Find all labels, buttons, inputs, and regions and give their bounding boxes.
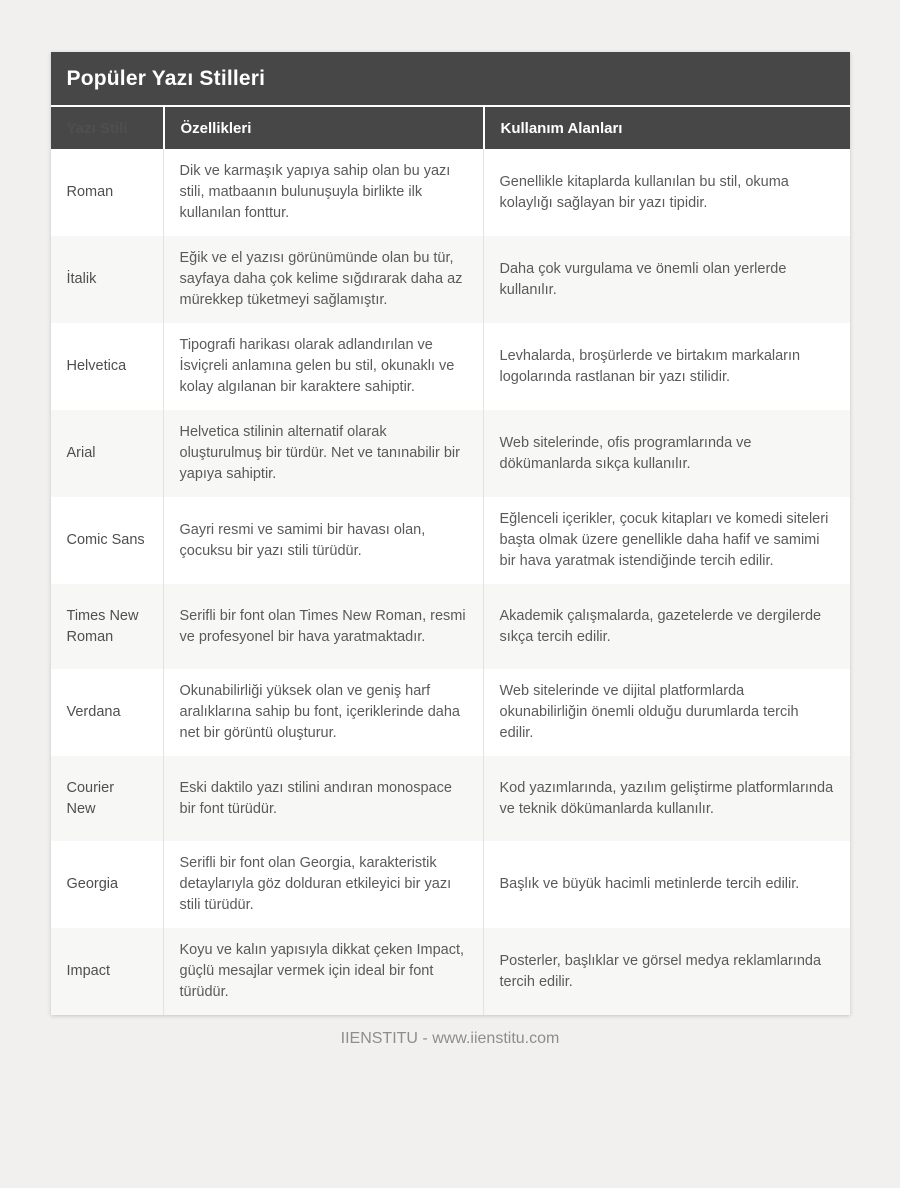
cell-usage: Eğlenceli içerikler, çocuk kitapları ve komedi siteleri başta olmak üzere genellikle daha hafif ve samimi bir hava yaratmak istendiğinde tercih edilir. [483,497,850,584]
cell-features: Helvetica stilinin alternatif olarak oluşturulmuş bir türdür. Net ve tanınabilir bir yapıya sahiptir. [163,410,483,497]
cell-features: Serifli bir font olan Georgia, karakteristik detaylarıyla göz dolduran etkileyici bir yazı stili türüdür. [163,841,483,928]
cell-features: Gayri resmi ve samimi bir havası olan, çocuksu bir yazı stili türüdür. [163,497,483,584]
table-row [51,497,850,584]
table-row [51,841,850,928]
column-header-features: Özellikleri [163,107,483,149]
table-row [51,669,850,756]
table-row [51,584,850,669]
cell-font-style: Impact [66,963,111,980]
table-header-row [51,107,850,149]
cell-features: Eski daktilo yazı stilini andıran monospace bir font türüdür. [163,756,483,841]
cell-usage: Kod yazımlarında, yazılım geliştirme platformlarında ve teknik dökümanlarda kullanılır. [483,756,850,841]
cell-font-style: Helvetica [66,358,127,375]
cell-features: Koyu ve kalın yapısıyla dikkat çeken Impact, güçlü mesajlar vermek için ideal bir font türüdür. [163,928,483,1015]
cell-usage: Başlık ve büyük hacimli metinlerde tercih edilir. [483,841,850,928]
cell-features: Tipografi harikası olarak adlandırılan ve İsviçreli anlamına gelen bu stil, okunaklı ve kolay algılanan bir karaktere sahiptir. [163,323,483,410]
cell-font-style: Georgia [66,876,119,893]
table-row [51,149,850,236]
cell-usage: Web sitelerinde ve dijital platformlarda okunabilirliğin önemli olduğu durumlarda tercih edilir. [483,669,850,756]
table-row [51,236,850,323]
page-title: Popüler Yazı Stilleri [51,52,850,107]
cell-font-style: Times New Roman [66,607,139,645]
cell-usage: Posterler, başlıklar ve görsel medya reklamlarında tercih edilir. [483,928,850,1015]
cell-features: Serifli bir font olan Times New Roman, resmi ve profesyonel bir hava yaratmaktadır. [163,584,483,669]
table-row [51,756,850,841]
footer-text: IIENSTITU - www.iienstitu.com [340,1030,560,1048]
cell-font-style: Arial [66,445,96,462]
table-row [51,410,850,497]
column-header-font-style: Yazı Stili [66,119,128,137]
column-header-usage-areas: Kullanım Alanları [483,107,850,149]
table-row [51,928,850,1015]
cell-features: Okunabilirliği yüksek olan ve geniş harf aralıklarına sahip bu font, içeriklerinde daha net bir görüntü oluşturur. [163,669,483,756]
cell-font-style: Courier New [66,779,115,817]
cell-usage: Web sitelerinde, ofis programlarında ve dökümanlarda sıkça kullanılır. [483,410,850,497]
cell-usage: Akademik çalışmalarda, gazetelerde ve dergilerde sıkça tercih edilir. [483,584,850,669]
cell-usage: Genellikle kitaplarda kullanılan bu stil, okuma kolaylığı sağlayan bir yazı tipidir. [483,149,850,236]
cell-features: Eğik ve el yazısı görünümünde olan bu tür, sayfaya daha çok kelime sığdırarak daha az mürekkep tüketmeyi sağlamıştır. [163,236,483,323]
cell-font-style: Roman [66,184,114,201]
font-styles-table-card [51,52,850,1015]
table-body [51,149,850,1015]
cell-font-style: Comic Sans [66,532,145,549]
cell-usage: Levhalarda, broşürlerde ve birtakım markaların logolarında rastlanan bir yazı stilidir. [483,323,850,410]
cell-usage: Daha çok vurgulama ve önemli olan yerlerde kullanılır. [483,236,850,323]
cell-font-style: İtalik [66,271,97,288]
cell-features: Dik ve karmaşık yapıya sahip olan bu yazı stili, matbaanın bulunuşuyla birlikte ilk kullanılan fonttur. [163,149,483,236]
table-row [51,323,850,410]
cell-font-style: Verdana [66,704,121,721]
